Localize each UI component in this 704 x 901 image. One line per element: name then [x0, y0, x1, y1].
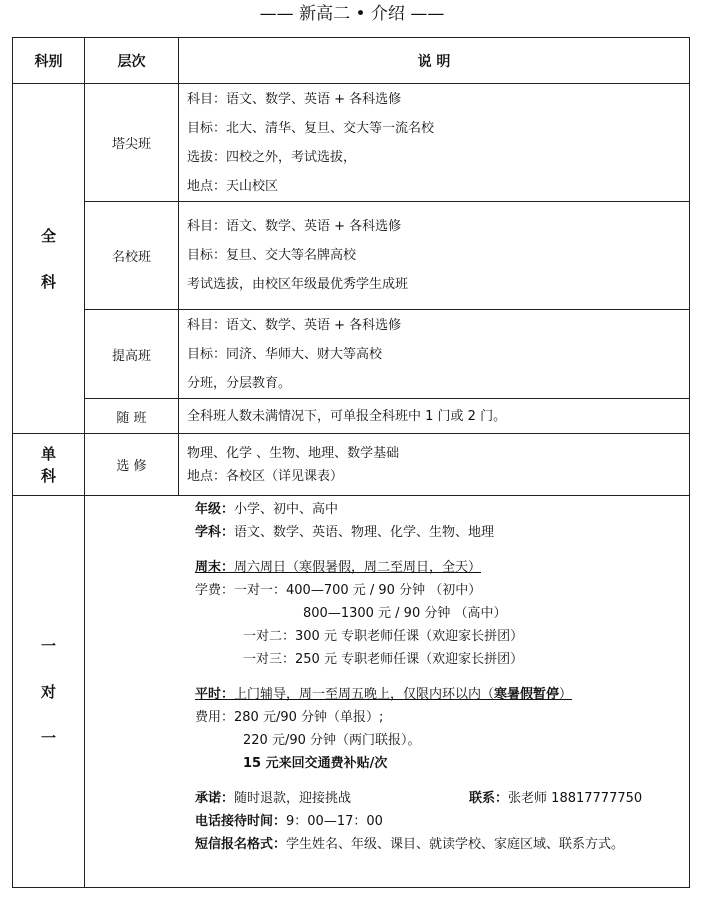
- weekday-bold: 寒暑假暂停: [494, 687, 560, 702]
- weekday-label: 平时：: [195, 687, 235, 702]
- table-row: [13, 202, 690, 310]
- promise-value: 随时退款，迎接挑战: [234, 791, 352, 806]
- fee-line-4: 一对三：250 元 专职老师任课（欢迎家长拼团）: [243, 652, 524, 667]
- weekday-value: 上门辅导，周一至周五晚上，仅限内环以内（: [234, 687, 495, 702]
- level-tigao: 提高班: [85, 310, 179, 399]
- category-full: 全 科: [13, 84, 85, 434]
- header-row: [13, 38, 690, 84]
- category-one-on-one: 一 对 一: [13, 496, 85, 888]
- level-mingxiao: 名校班: [85, 202, 179, 310]
- contact-value: 张老师 18817777750: [508, 791, 643, 806]
- table-row: [13, 84, 690, 202]
- grade-label: 年级：: [195, 502, 235, 517]
- fee-line-2: 800—1300 元 / 90 分钟 （高中）: [303, 606, 507, 621]
- header-category: 科别: [13, 38, 85, 84]
- phone-value: 9：00—17：00: [286, 814, 383, 829]
- sms-value: 学生姓名、年级、课目、就读学校、家庭区域、联系方式。: [286, 837, 625, 852]
- level-suiban: 随 班: [85, 399, 179, 434]
- level-xuanxiu: 选 修: [85, 434, 179, 496]
- description-mingxiao: 科目：语文、数学、英语 + 各科选修 目标：复旦、交大等名牌高校 考试选拔，由校区年级最优秀学生成班: [179, 202, 690, 310]
- fee-line-3: 一对二：300 元 专职老师任课（欢迎家长拼团）: [243, 629, 524, 644]
- header-description: 说 明: [179, 38, 690, 84]
- weekend-value: 周六周日（寒假暑假，周二至周日，全天）: [234, 560, 482, 575]
- subject-value: 语文、数学、英语、物理、化学、生物、地理: [234, 525, 495, 540]
- subject-label: 学科：: [195, 525, 235, 540]
- header-level: 层次: [85, 38, 179, 84]
- table-row: [13, 310, 690, 399]
- subsidy-line: 15 元来回交通费补贴/次: [243, 756, 388, 771]
- grade-value: 小学、初中、高中: [234, 502, 339, 517]
- phone-label: 电话接待时间：: [195, 814, 287, 829]
- description-tigao: 科目：语文、数学、英语 + 各科选修 目标：同济、华师大、财大等高校 分班，分层教育。: [179, 310, 690, 399]
- description-tajian: 科目：语文、数学、英语 + 各科选修 目标：北大、清华、复旦、交大等一流名校 选拔：四校之外，考试选拔， 地点：天山校区: [179, 84, 690, 202]
- level-tajian: 塔尖班: [85, 84, 179, 202]
- course-table: [12, 37, 690, 888]
- description-suiban: 全科班人数未满情况下，可单报全科班中 1 门或 2 门。: [179, 399, 690, 434]
- weekend-label: 周末：: [195, 560, 235, 575]
- table-row: [13, 496, 690, 888]
- cost-line-1: 费用：280 元/90 分钟（单报）;: [195, 710, 384, 725]
- fee-line-1: 学费：一对一：400—700 元 / 90 分钟 （初中）: [195, 583, 482, 598]
- category-single: 单 科: [13, 434, 85, 496]
- one-on-one-details: 年级：小学、初中、高中 学科：语文、数学、英语、物理、化学、生物、地理 周末：周六周日（寒假暑假，周二至周日，全天） 学费：一对一：400—700 元 / 90 分钟 （初中） 800—1300 元 / 90 分钟 （高中） 一对二：300 元 专职老师任课（欢迎家长拼团） 一对三：250 元 专职老师任课（欢迎家长拼团） 平时：上门辅导，周一至周五晚上，仅限内环以内（寒暑假暂停） 费用：280 元/90 分钟（单报）; 220 元/90 分钟（两门联报）。 15 元来回交通费补贴/次 承诺：随时退款，迎接挑战 联系：张老师 18817777750 电话接待时间：9：00—17：00 短信报名格式：学生姓名、年级、课目、就读学校、家庭区域、联系方式。: [85, 496, 690, 888]
- page-title: —— 新高二 • 介绍 ——: [259, 4, 445, 24]
- table-row: [13, 434, 690, 496]
- cost-line-2: 220 元/90 分钟（两门联报）。: [243, 733, 421, 748]
- promise-label: 承诺：: [195, 791, 235, 806]
- description-single: 物理、化学 、生物、地理、数学基础 地点：各校区（详见课表）: [179, 434, 690, 496]
- table-row: [13, 399, 690, 434]
- sms-label: 短信报名格式：: [195, 837, 287, 852]
- contact-label: 联系：: [469, 791, 509, 806]
